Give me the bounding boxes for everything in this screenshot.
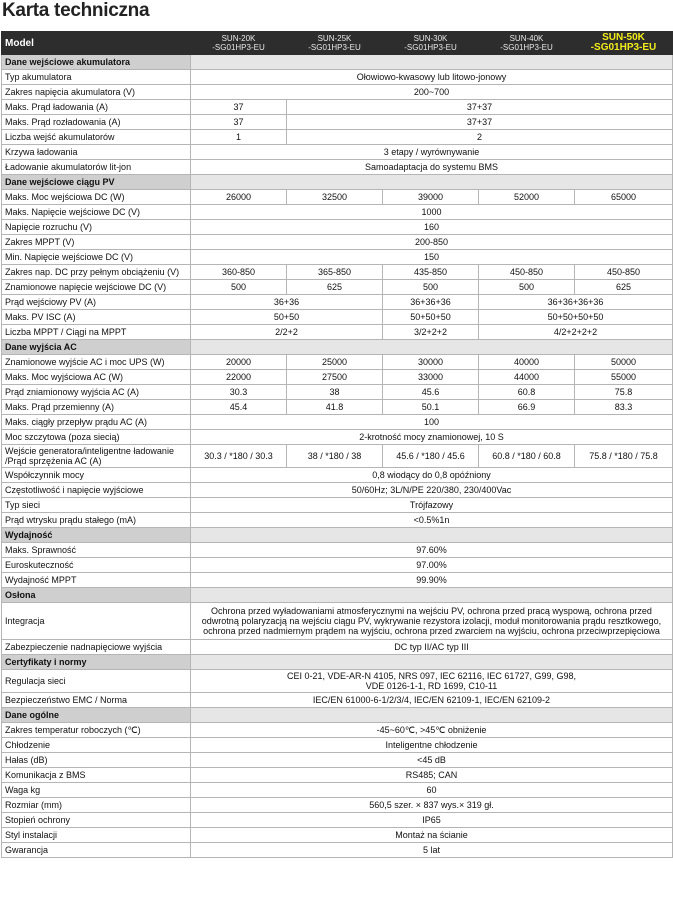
row-value: Ochrona przed wyładowaniami atmosferycznymi na wejściu PV, ochrona przed pracą wyspową, ochrona przed odwrotną polaryzacją na wejściu ciągu PV, wykrywanie rezystora izolacji, moduł monitorowania prądu resztkowego, ochrona przed nadmiernym prądem na wyjściu, ochrona przed zwarciem na wyjściu, ochrona przeciwprzepięciowa	[191, 603, 673, 640]
table-row	[2, 468, 673, 483]
row-value: IEC/EN 61000-6-1/2/3/4, IEC/EN 62109-1, IEC/EN 62109-2	[191, 693, 673, 708]
section-title: Dane ogólne	[2, 708, 191, 723]
row-value: DC typ II/AC typ III	[191, 640, 673, 655]
row-value: 66.9	[479, 400, 575, 415]
row-label: Euroskuteczność	[2, 558, 191, 573]
row-label: Maks. Moc wyjściowa AC (W)	[2, 370, 191, 385]
table-row	[2, 513, 673, 528]
row-label: Bezpieczeństwo EMC / Norma	[2, 693, 191, 708]
row-label: Liczba MPPT / Ciągi na MPPT	[2, 325, 191, 340]
row-value: 65000	[575, 190, 673, 205]
row-value: 2-krotność mocy znamionowej, 10 S	[191, 430, 673, 445]
table-row	[2, 573, 673, 588]
section-title: Dane wyjścia AC	[2, 340, 191, 355]
row-value: CEI 0-21, VDE-AR-N 4105, NRS 097, IEC 62116, IEC 61727, G99, G98, VDE 0126-1-1, RD 1699, C10-11	[191, 670, 673, 693]
row-value: Inteligentne chłodzenie	[191, 738, 673, 753]
table-row	[2, 370, 673, 385]
row-value: Ołowiowo-kwasowy lub litowo-jonowy	[191, 70, 673, 85]
table-row	[2, 85, 673, 100]
table-row	[2, 723, 673, 738]
row-value: 0,8 wiodący do 0,8 opóźniony	[191, 468, 673, 483]
table-row	[2, 385, 673, 400]
row-label: Maks. Napięcie wejściowe DC (V)	[2, 205, 191, 220]
row-label: Styl instalacji	[2, 828, 191, 843]
row-value: 435-850	[383, 265, 479, 280]
model-column-4: SUN-40K -SG01HP3-EU	[479, 32, 575, 55]
row-value: 32500	[287, 190, 383, 205]
row-value: Samoadaptacja do systemu BMS	[191, 160, 673, 175]
row-value: 5 lat	[191, 843, 673, 858]
row-value: 30000	[383, 355, 479, 370]
table-row	[2, 355, 673, 370]
row-value: 52000	[479, 190, 575, 205]
row-value: 560,5 szer. × 837 wys.× 319 gł.	[191, 798, 673, 813]
row-value: 30.3 / *180 / 30.3	[191, 445, 287, 468]
section-title: Certyfikaty i normy	[2, 655, 191, 670]
table-row	[2, 205, 673, 220]
section-header	[2, 528, 673, 543]
row-value: 40000	[479, 355, 575, 370]
row-value: 37+37	[287, 100, 673, 115]
row-value: 50+50+50+50	[479, 310, 673, 325]
table-row	[2, 325, 673, 340]
row-value: 45.6 / *180 / 45.6	[383, 445, 479, 468]
row-label: Rozmiar (mm)	[2, 798, 191, 813]
row-value: 20000	[191, 355, 287, 370]
row-value: 75.8	[575, 385, 673, 400]
row-label: Liczba wejść akumulatorów	[2, 130, 191, 145]
row-label: Maks. PV ISC (A)	[2, 310, 191, 325]
row-value: 97.60%	[191, 543, 673, 558]
row-label: Zakres MPPT (V)	[2, 235, 191, 250]
row-label: Hałas (dB)	[2, 753, 191, 768]
row-label: Maks. Moc wejściowa DC (W)	[2, 190, 191, 205]
table-row	[2, 828, 673, 843]
page-title: Karta techniczna	[2, 0, 150, 21]
row-label: Zakres nap. DC przy pełnym obciążeniu (V)	[2, 265, 191, 280]
model-column-5-highlighted: SUN-50K -SG01HP3-EU	[575, 32, 673, 55]
table-row	[2, 783, 673, 798]
row-value: 50+50+50	[383, 310, 479, 325]
row-value: 33000	[383, 370, 479, 385]
row-label: Moc szczytowa (poza siecią)	[2, 430, 191, 445]
table-row	[2, 190, 673, 205]
table-row	[2, 543, 673, 558]
row-label: Maks. Sprawność	[2, 543, 191, 558]
table-row	[2, 843, 673, 858]
section-title: Wydajność	[2, 528, 191, 543]
row-label: Krzywa ładowania	[2, 145, 191, 160]
row-value: 3 etapy / wyrównywanie	[191, 145, 673, 160]
row-label: Wejście generatora/inteligentne ładowanie /Prąd sprzężenia AC (A)	[2, 445, 191, 468]
row-label: Maks. ciągły przepływ prądu AC (A)	[2, 415, 191, 430]
row-label: Regulacja sieci	[2, 670, 191, 693]
row-label: Częstotliwość i napięcie wyjściowe	[2, 483, 191, 498]
row-value: 45.4	[191, 400, 287, 415]
row-label: Zakres temperatur roboczych (℃)	[2, 723, 191, 738]
row-value: 60.8 / *180 / 60.8	[479, 445, 575, 468]
table-row	[2, 813, 673, 828]
row-value: IP65	[191, 813, 673, 828]
row-value: 50.1	[383, 400, 479, 415]
section-header	[2, 55, 673, 70]
model-column-2: SUN-25K -SG01HP3-EU	[287, 32, 383, 55]
row-value: 75.8 / *180 / 75.8	[575, 445, 673, 468]
row-value: 27500	[287, 370, 383, 385]
row-label: Maks. Prąd przemienny (A)	[2, 400, 191, 415]
section-header	[2, 175, 673, 190]
row-value: 55000	[575, 370, 673, 385]
row-label: Zabezpieczenie nadnapięciowe wyjścia	[2, 640, 191, 655]
table-row	[2, 738, 673, 753]
row-value: 36+36+36+36	[479, 295, 673, 310]
table-row	[2, 798, 673, 813]
row-value: 450-850	[575, 265, 673, 280]
row-value: 100	[191, 415, 673, 430]
table-row	[2, 115, 673, 130]
row-label: Chłodzenie	[2, 738, 191, 753]
row-value: 150	[191, 250, 673, 265]
row-value: 45.6	[383, 385, 479, 400]
table-row	[2, 235, 673, 250]
row-label: Waga kg	[2, 783, 191, 798]
row-value: 83.3	[575, 400, 673, 415]
model-column-1: SUN-20K -SG01HP3-EU	[191, 32, 287, 55]
table-row	[2, 265, 673, 280]
row-value: 360-850	[191, 265, 287, 280]
row-value: 30.3	[191, 385, 287, 400]
row-value: 450-850	[479, 265, 575, 280]
row-value: 97.00%	[191, 558, 673, 573]
row-label: Maks. Prąd rozładowania (A)	[2, 115, 191, 130]
table-row	[2, 640, 673, 655]
row-label: Stopień ochrony	[2, 813, 191, 828]
section-header	[2, 655, 673, 670]
row-value: 2	[287, 130, 673, 145]
table-row	[2, 768, 673, 783]
row-value: 1	[191, 130, 287, 145]
row-value: 2/2+2	[191, 325, 383, 340]
row-label: Współczynnik mocy	[2, 468, 191, 483]
row-value: 36+36+36	[383, 295, 479, 310]
row-label: Gwarancja	[2, 843, 191, 858]
section-title: Dane wejściowe akumulatora	[2, 55, 191, 70]
row-value: 25000	[287, 355, 383, 370]
row-value: 44000	[479, 370, 575, 385]
row-value: Trójfazowy	[191, 498, 673, 513]
table-row	[2, 70, 673, 85]
row-label: Wydajność MPPT	[2, 573, 191, 588]
row-label: Znamionowe wyjście AC i moc UPS (W)	[2, 355, 191, 370]
row-value: 60	[191, 783, 673, 798]
row-value: 4/2+2+2+2	[479, 325, 673, 340]
model-header-row	[2, 32, 673, 55]
row-value: 37+37	[287, 115, 673, 130]
table-row	[2, 400, 673, 415]
section-header	[2, 340, 673, 355]
row-label: Integracja	[2, 603, 191, 640]
row-value: 50/60Hz; 3L/N/PE 220/380, 230/400Vac	[191, 483, 673, 498]
row-value: 625	[287, 280, 383, 295]
row-value: 3/2+2+2	[383, 325, 479, 340]
row-value: 38	[287, 385, 383, 400]
row-value: 22000	[191, 370, 287, 385]
table-row	[2, 130, 673, 145]
row-label: Maks. Prąd ładowania (A)	[2, 100, 191, 115]
row-value: 39000	[383, 190, 479, 205]
section-header	[2, 588, 673, 603]
row-label: Min. Napięcie wejściowe DC (V)	[2, 250, 191, 265]
row-value: 37	[191, 115, 287, 130]
row-value: 37	[191, 100, 287, 115]
row-value: 500	[383, 280, 479, 295]
model-column-3: SUN-30K -SG01HP3-EU	[383, 32, 479, 55]
row-value: <0.5%1n	[191, 513, 673, 528]
table-row	[2, 558, 673, 573]
row-value: 160	[191, 220, 673, 235]
table-row	[2, 100, 673, 115]
row-label: Typ sieci	[2, 498, 191, 513]
row-value: <45 dB	[191, 753, 673, 768]
row-value: 38 / *180 / 38	[287, 445, 383, 468]
table-row	[2, 280, 673, 295]
row-value: Montaż na ścianie	[191, 828, 673, 843]
row-value: 200-850	[191, 235, 673, 250]
row-value: 500	[191, 280, 287, 295]
table-row	[2, 693, 673, 708]
table-row	[2, 670, 673, 693]
row-value: -45~60℃, >45℃ obniżenie	[191, 723, 673, 738]
table-row	[2, 483, 673, 498]
row-value: 36+36	[191, 295, 383, 310]
row-value: 200~700	[191, 85, 673, 100]
table-row	[2, 603, 673, 640]
table-row	[2, 145, 673, 160]
table-row	[2, 295, 673, 310]
row-label: Typ akumulatora	[2, 70, 191, 85]
row-value: RS485; CAN	[191, 768, 673, 783]
table-row	[2, 753, 673, 768]
row-label: Prąd wtrysku prądu stałego (mA)	[2, 513, 191, 528]
table-row	[2, 415, 673, 430]
row-value: 41.8	[287, 400, 383, 415]
table-row	[2, 220, 673, 235]
row-value: 99.90%	[191, 573, 673, 588]
table-row	[2, 310, 673, 325]
row-label: Komunikacja z BMS	[2, 768, 191, 783]
spec-table	[1, 31, 673, 858]
row-label: Napięcie rozruchu (V)	[2, 220, 191, 235]
section-header	[2, 708, 673, 723]
row-value: 50000	[575, 355, 673, 370]
table-row	[2, 430, 673, 445]
section-title: Dane wejściowe ciągu PV	[2, 175, 191, 190]
row-value: 500	[479, 280, 575, 295]
table-row	[2, 160, 673, 175]
section-title: Osłona	[2, 588, 191, 603]
row-value: 625	[575, 280, 673, 295]
row-value: 365-850	[287, 265, 383, 280]
row-label: Ładowanie akumulatorów lit-jon	[2, 160, 191, 175]
model-label: Model	[2, 32, 191, 55]
row-value: 1000	[191, 205, 673, 220]
row-label: Prąd wejściowy PV (A)	[2, 295, 191, 310]
row-label: Prąd zniamionowy wyjścia AC (A)	[2, 385, 191, 400]
row-label: Znamionowe napięcie wejściowe DC (V)	[2, 280, 191, 295]
row-value: 50+50	[191, 310, 383, 325]
row-label: Zakres napięcia akumulatora (V)	[2, 85, 191, 100]
row-value: 26000	[191, 190, 287, 205]
table-row	[2, 498, 673, 513]
table-row	[2, 445, 673, 468]
row-value: 60.8	[479, 385, 575, 400]
table-row	[2, 250, 673, 265]
